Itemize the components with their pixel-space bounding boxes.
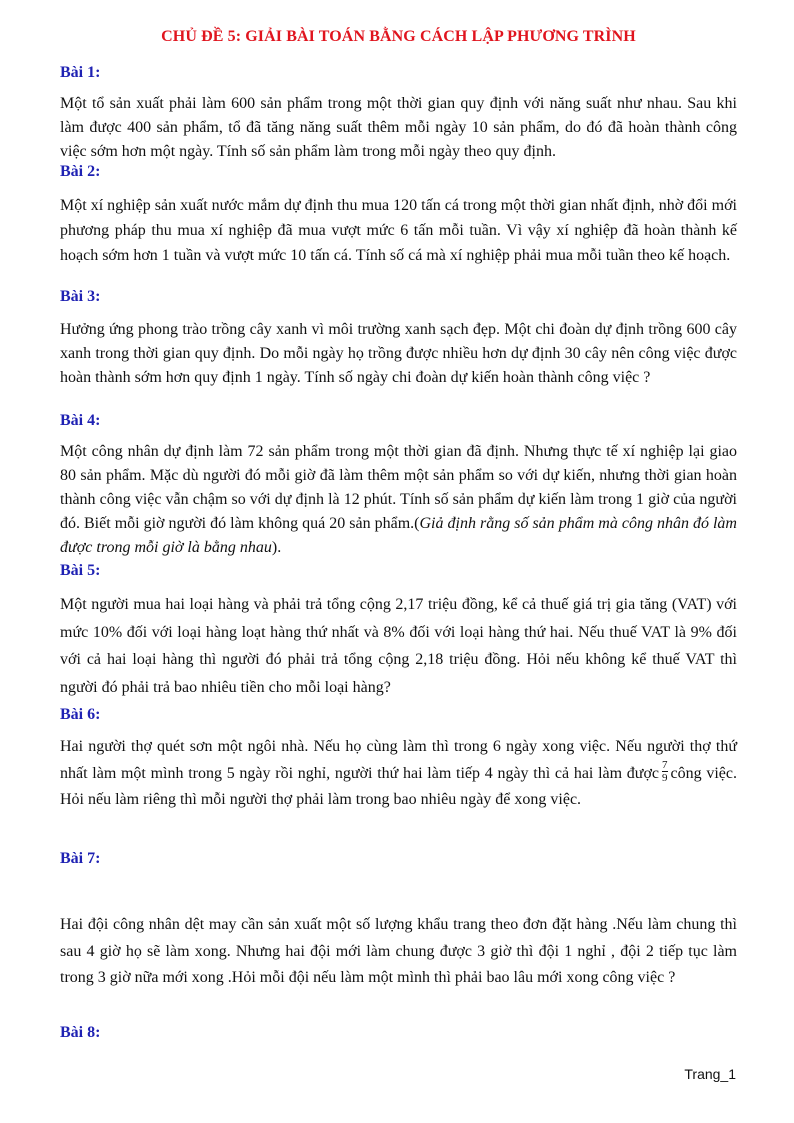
fraction-denominator: 9: [662, 772, 668, 785]
problem-1-heading: Bài 1:: [60, 64, 101, 81]
problem-1-text: Một tổ sản xuất phải làm 600 sản phẩm trong một thời gian quy định với năng suất như nhau. Sau khi làm được 400 sản phẩm, tổ đã tăng năng suất thêm mỗi ngày 10 sản phẩm, do đó đã hoàn thành công việc sớm hơn một ngày. Tính số sản phẩm làm trong mỗi ngày theo quy định.: [60, 95, 737, 160]
fraction-seven-ninths: [662, 759, 668, 784]
fraction-numerator: 7: [662, 759, 668, 772]
problem-7-heading: Bài 7:: [60, 850, 101, 867]
problem-5-heading: Bài 5:: [60, 562, 101, 579]
page-title: CHỦ ĐỀ 5: GIẢI BÀI TOÁN BẰNG CÁCH LẬP PHƯƠNG TRÌNH: [161, 28, 636, 45]
problem-2-text: Một xí nghiệp sản xuất nước mắm dự định thu mua 120 tấn cá trong một thời gian nhất định, nhờ đổi mới phương pháp thu mua xí nghiệp đã mua vượt mức 6 tấn mỗi tuần. Vì vậy xí nghiệp đã hoàn thành kế hoạch sớm hơn 1 tuần và vượt mức 10 tấn cá. Tính số cá mà xí nghiệp phải mua mỗi tuần theo kế hoạch.: [60, 197, 737, 264]
problem-4-text: [60, 440, 737, 560]
problem-4-italic-note: Giả định rằng số sản phẩm mà công nhân đó làm được trong mỗi giờ là bằng nhau: [60, 515, 737, 556]
problem-6-body: Hai người thợ quét sơn một ngôi nhà. Nếu họ cùng làm thì trong 6 ngày xong việc. Nếu người thợ thứ nhất làm một mình trong 5 ngày rồi nghỉ, người thứ hai làm tiếp 4 ngày thì cả hai làm được: [60, 738, 737, 782]
page-number: Trang_1: [684, 1066, 736, 1082]
problem-7-text: Hai đội công nhân dệt may cần sản xuất một số lượng khẩu trang theo đơn đặt hàng .Nếu làm chung thì sau 4 giờ họ sẽ làm xong. Nhưng hai đội mới làm chung được 3 giờ thì đội 1 nghỉ , đội 2 tiếp tục làm trong 3 giờ nữa mới xong .Hỏi mỗi đội nếu làm một mình thì phải bao lâu mới xong công việc ?: [60, 916, 737, 986]
problem-8-heading: Bài 8:: [60, 1024, 101, 1041]
problem-3-text: Hưởng ứng phong trào trồng cây xanh vì môi trường xanh sạch đẹp. Một chi đoàn dự định trồng 600 cây xanh trong thời gian quy định. Do mỗi ngày họ trồng được nhiều hơn dự định 30 cây nên công việc được hoàn thành sớm hơn quy định 1 ngày. Tính số ngày chi đoàn dự kiến hoàn thành công việc ?: [60, 321, 737, 386]
problem-4-tail: ).: [271, 539, 282, 556]
problem-4-body: Một công nhân dự định làm 72 sản phẩm trong một thời gian đã định. Nhưng thực tế xí nghiệp lại giao 80 sản phẩm. Mặc dù người đó mỗi giờ đã làm thêm một sản phẩm so với dự kiến, nhưng thời gian hoàn thành công việc vẫn chậm so với dự định là 12 phút. Tính số sản phẩm dự kiến làm trong 1 giờ của người đó. Biết mỗi giờ người đó làm không quá 20 sản phẩm.(: [60, 443, 737, 532]
problem-6-heading: Bài 6:: [60, 706, 101, 723]
problem-2-heading: Bài 2:: [60, 163, 101, 180]
problem-3-heading: Bài 3:: [60, 288, 101, 305]
problem-6-tail: công việc. Hỏi nếu làm riêng thì mỗi người thợ phải làm trong bao nhiêu ngày để xong việc.: [60, 764, 738, 808]
problem-6-text: [60, 734, 737, 814]
problem-4-heading: Bài 4:: [60, 412, 101, 429]
problem-5-text: Một người mua hai loại hàng và phải trả tổng cộng 2,17 triệu đồng, kể cả thuế giá trị gia tăng (VAT) với mức 10% đối với loại hàng loạt hàng thứ nhất và 8% đối với loại hàng thứ hai. Nếu thuế VAT là 9% đối với cả hai loại hàng thì người đó phải trả tổng cộng 2,18 triệu đồng. Hỏi nếu không kể thuế VAT thì người đó phải trả bao nhiêu tiền cho mỗi loại hàng?: [60, 596, 737, 696]
